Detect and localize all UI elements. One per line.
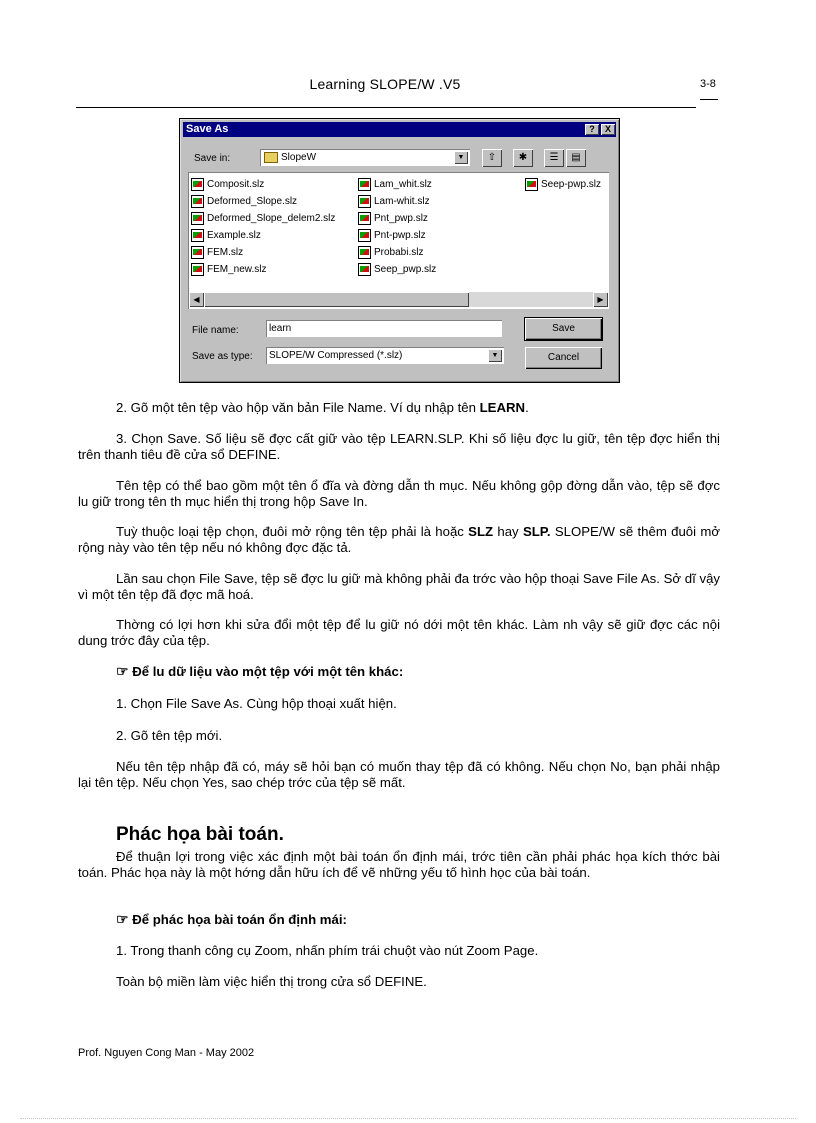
- file-item[interactable]: Lam-whit.slz: [358, 193, 436, 210]
- file-item[interactable]: Composit.slz: [191, 176, 335, 193]
- pointing-hand-icon: ☞: [116, 911, 129, 927]
- help-button[interactable]: ?: [585, 124, 599, 135]
- file-item[interactable]: Seep-pwp.slz: [525, 176, 601, 193]
- scroll-left-icon[interactable]: ◀: [189, 292, 204, 307]
- slz-file-icon: [191, 263, 204, 276]
- extension-paragraph: Tuỳ thuộc loại tệp chọn, đuôi mở rộng tên tệp phải là hoặc SLZ hay SLP. SLOPE/W sẽ thêm đuôi mở rộng này vào tên tệp nếu nó không đợc đặc tả.: [78, 524, 720, 555]
- sketch-heading: ☞ Để phác họa bài toán ổn định mái:: [116, 911, 347, 927]
- file-item[interactable]: Pnt_pwp.slz: [358, 210, 436, 227]
- list-view-icon[interactable]: ☰: [544, 149, 564, 167]
- slz-file-icon: [358, 195, 371, 208]
- sketch-step-1: 1. Trong thanh công cụ Zoom, nhấn phím trái chuột vào nút Zoom Page.: [116, 943, 539, 958]
- up-folder-icon[interactable]: ⇧: [482, 149, 502, 167]
- save-as-type-value: SLOPE/W Compressed (*.slz): [269, 350, 403, 361]
- step-3-paragraph: 3. Chọn Save. Số liệu sẽ đợc cất giữ vào tệp LEARN.SLP. Khi số liệu đợc lu giữ, tên tệp đợc hiển thị trên thanh tiêu đề cửa sổ DEFINE.: [78, 431, 720, 462]
- file-list: [188, 172, 609, 309]
- file-name-input[interactable]: learn: [266, 320, 502, 337]
- example-filename: LEARN: [479, 400, 526, 415]
- slz-file-icon: [525, 178, 538, 191]
- cancel-button[interactable]: Cancel: [525, 347, 602, 369]
- save-as-step-1: 1. Chọn File Save As. Cùng hộp thoại xuất hiện.: [116, 696, 397, 711]
- file-column-2: [358, 176, 436, 278]
- file-save-paragraph: Lần sau chọn File Save, tệp sẽ đợc lu giữ mà không phải đa trớc vào hộp thoại Save File As. Sở dĩ vậy vì một tên tệp đã đợc mã hoá.: [78, 571, 720, 602]
- save-in-value: SlopeW: [281, 152, 317, 163]
- file-item[interactable]: Deformed_Slope_delem2.slz: [191, 210, 335, 227]
- file-item[interactable]: FEM_new.slz: [191, 261, 335, 278]
- save-in-dropdown[interactable]: [260, 149, 470, 166]
- file-item[interactable]: Probabi.slz: [358, 244, 436, 261]
- dialog-titlebar: [183, 122, 616, 137]
- slz-file-icon: [358, 263, 371, 276]
- slz-file-icon: [358, 229, 371, 242]
- slz-file-icon: [191, 178, 204, 191]
- file-item[interactable]: Seep_pwp.slz: [358, 261, 436, 278]
- file-column-3: [525, 176, 601, 193]
- save-button[interactable]: Save: [525, 318, 602, 340]
- path-paragraph: Tên tệp có thể bao gồm một tên ổ đĩa và đờng dẫn th mục. Nếu không gộp đờng dẫn vào, tệp sẽ đợc lu giữ trong tên th mục hiển thị trong hộp Save In.: [78, 478, 720, 509]
- slz-file-icon: [191, 212, 204, 225]
- pointing-hand-icon: ☞: [116, 663, 129, 679]
- overwrite-paragraph: Nếu tên tệp nhập đã có, máy sẽ hỏi bạn có muốn thay tệp đã có không. Nếu chọn No, bạn phải nhập lại tên tệp. Nếu chọn Yes, sao chép trớc của tệp sẽ mất.: [78, 759, 720, 790]
- scroll-right-icon[interactable]: ▶: [593, 292, 608, 307]
- slz-file-icon: [358, 212, 371, 225]
- save-as-step-2: 2. Gõ tên tệp mới.: [116, 728, 223, 743]
- file-item[interactable]: FEM.slz: [191, 244, 335, 261]
- chevron-down-icon[interactable]: ▼: [488, 349, 502, 362]
- sketch-step-result: Toàn bộ miền làm việc hiển thị trong cửa sổ DEFINE.: [116, 974, 427, 989]
- save-as-type-dropdown[interactable]: [266, 347, 504, 364]
- section-title: Phác họa bài toán.: [116, 824, 284, 845]
- dialog-title: Save As: [186, 123, 229, 135]
- file-column-1: [191, 176, 335, 278]
- folder-icon: [264, 152, 278, 163]
- save-in-label: Save in:: [194, 153, 231, 164]
- horizontal-scrollbar[interactable]: [189, 292, 608, 307]
- file-item[interactable]: Example.slz: [191, 227, 335, 244]
- step-2-paragraph: 2. Gõ một tên tệp vào hộp văn bản File Name. Ví dụ nhập tên LEARN.: [116, 400, 529, 415]
- footer-author: Prof. Nguyen Cong Man - May 2002: [78, 1047, 255, 1059]
- sketch-intro-paragraph: Để thuận lợi trong việc xác định một bài toán ổn định mái, trớc tiên cần phải phác họa kích thớc bài toán. Phác họa này là một hớng dẫn hữu ích để vẽ những yếu tố hình học của bài toán.: [78, 849, 720, 880]
- slz-file-icon: [358, 178, 371, 191]
- modify-paragraph: Thờng có lợi hơn khi sửa đổi một tệp để lu giữ nó dới một tên khác. Làm nh vậy sẽ giữ đợc các nội dung trớc đây của tệp.: [78, 617, 720, 648]
- header-rule: [76, 107, 696, 108]
- save-as-heading: ☞ Để lu dữ liệu vào một tệp với một tên khác:: [116, 663, 404, 679]
- scrollbar-thumb[interactable]: [204, 292, 469, 307]
- file-item[interactable]: Deformed_Slope.slz: [191, 193, 335, 210]
- file-item[interactable]: Pnt-pwp.slz: [358, 227, 436, 244]
- running-header-title: Learning SLOPE/W .V5: [309, 76, 461, 92]
- save-as-type-label: Save as type:: [192, 351, 253, 362]
- slz-file-icon: [191, 229, 204, 242]
- slz-file-icon: [191, 246, 204, 259]
- save-as-dialog: [179, 118, 620, 383]
- slz-file-icon: [358, 246, 371, 259]
- file-item[interactable]: Lam_whit.slz: [358, 176, 436, 193]
- slz-file-icon: [191, 195, 204, 208]
- details-view-icon[interactable]: ▤: [566, 149, 586, 167]
- chevron-down-icon[interactable]: ▼: [454, 151, 468, 164]
- bottom-dotted-rule: [20, 1118, 796, 1119]
- page-number-underline: [700, 99, 718, 100]
- new-folder-icon[interactable]: ✱: [513, 149, 533, 167]
- file-name-label: File name:: [192, 325, 239, 336]
- page-number: 3-8: [700, 78, 716, 90]
- close-button[interactable]: X: [601, 124, 615, 135]
